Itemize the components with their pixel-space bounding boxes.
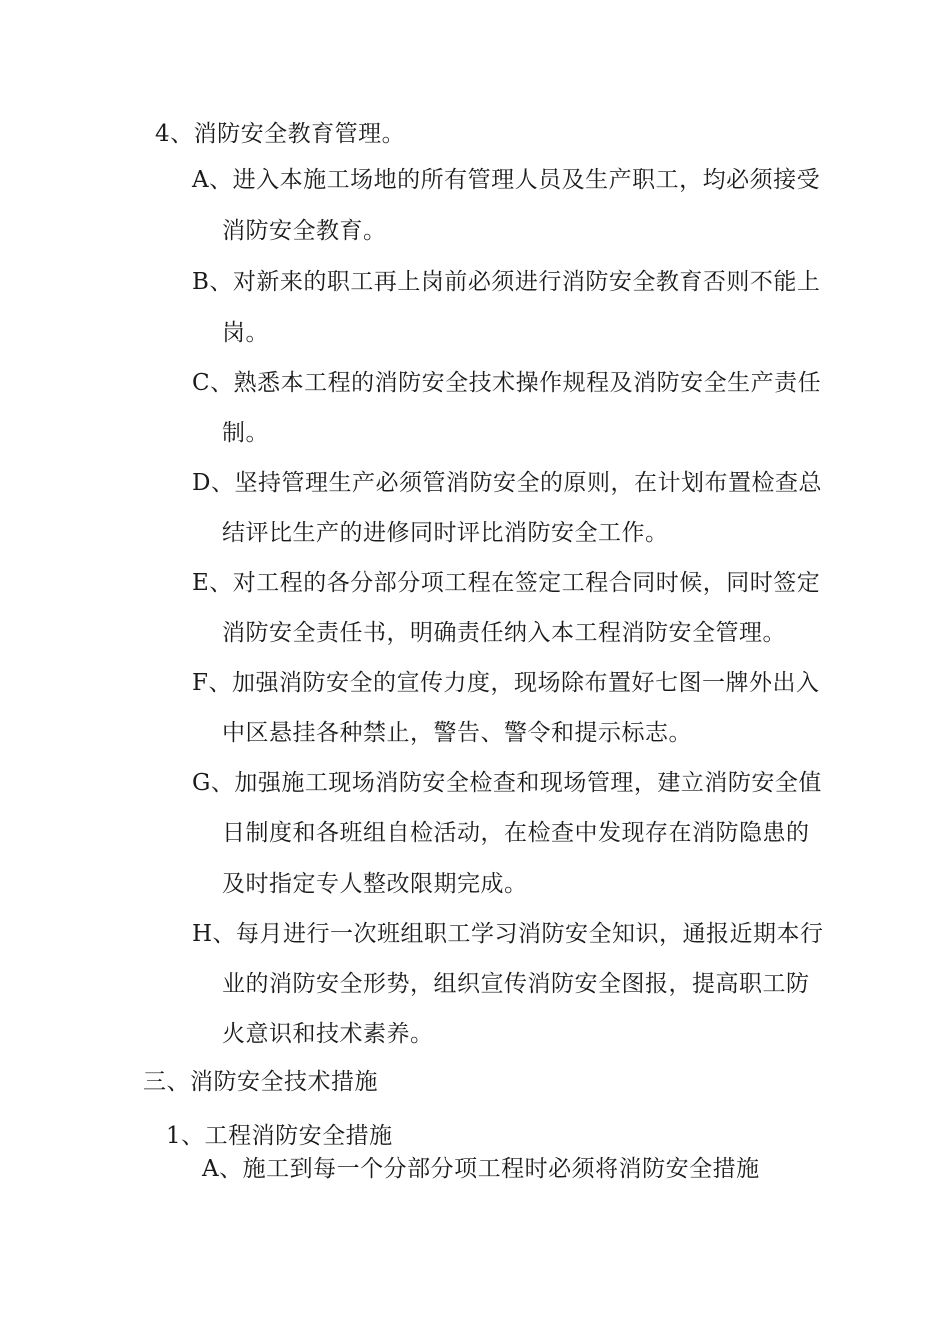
item-h-line-1: H、每月进行一次班组职工学习消防安全知识，通报近期本行	[192, 921, 824, 947]
item-d-line-1: D、坚持管理生产必须管消防安全的原则，在计划布置检查总	[192, 470, 822, 496]
item-f-line-2: 中区悬挂各种禁止，警告、警令和提示标志。	[222, 720, 692, 746]
item-c-line-1: C、熟悉本工程的消防安全技术操作规程及消防安全生产责任	[192, 370, 822, 396]
item-h-line-2: 业的消防安全形势，组织宣传消防安全图报，提高职工防	[222, 971, 810, 997]
item-a-line-2: 消防安全教育。	[222, 218, 387, 244]
item-h-line-3: 火意识和技术素养。	[222, 1021, 434, 1047]
item-g-line-3: 及时指定专人整改限期完成。	[222, 871, 528, 897]
item-a-line-1: A、进入本施工场地的所有管理人员及生产职工，均必须接受	[192, 167, 821, 193]
item-b-line-1: B、对新来的职工再上岗前必须进行消防安全教育否则不能上	[192, 269, 821, 295]
item-g-line-1: G、加强施工现场消防安全检查和现场管理，建立消防安全值	[192, 770, 822, 796]
item-f-line-1: F、加强消防安全的宣传力度，现场除布置好七图一牌外出入	[192, 670, 820, 696]
item-c-line-2: 制。	[222, 420, 269, 446]
item-e-line-1: E、对工程的各分部分项工程在签定工程合同时候，同时签定	[192, 570, 821, 596]
item-g-line-2: 日制度和各班组自检活动，在检查中发现存在消防隐患的	[222, 820, 810, 846]
subsection-1-heading: 1、工程消防安全措施	[166, 1123, 393, 1149]
item-e-line-2: 消防安全责任书，明确责任纳入本工程消防安全管理。	[222, 620, 786, 646]
item-d-line-2: 结评比生产的进修同时评比消防安全工作。	[222, 520, 669, 546]
section-3-heading: 三、消防安全技术措施	[143, 1069, 378, 1095]
subsection-1-item-a: A、施工到每一个分部分项工程时必须将消防安全措施	[202, 1156, 760, 1182]
item-b-line-2: 岗。	[222, 320, 269, 346]
section-4-heading: 4、消防安全教育管理。	[155, 121, 406, 147]
